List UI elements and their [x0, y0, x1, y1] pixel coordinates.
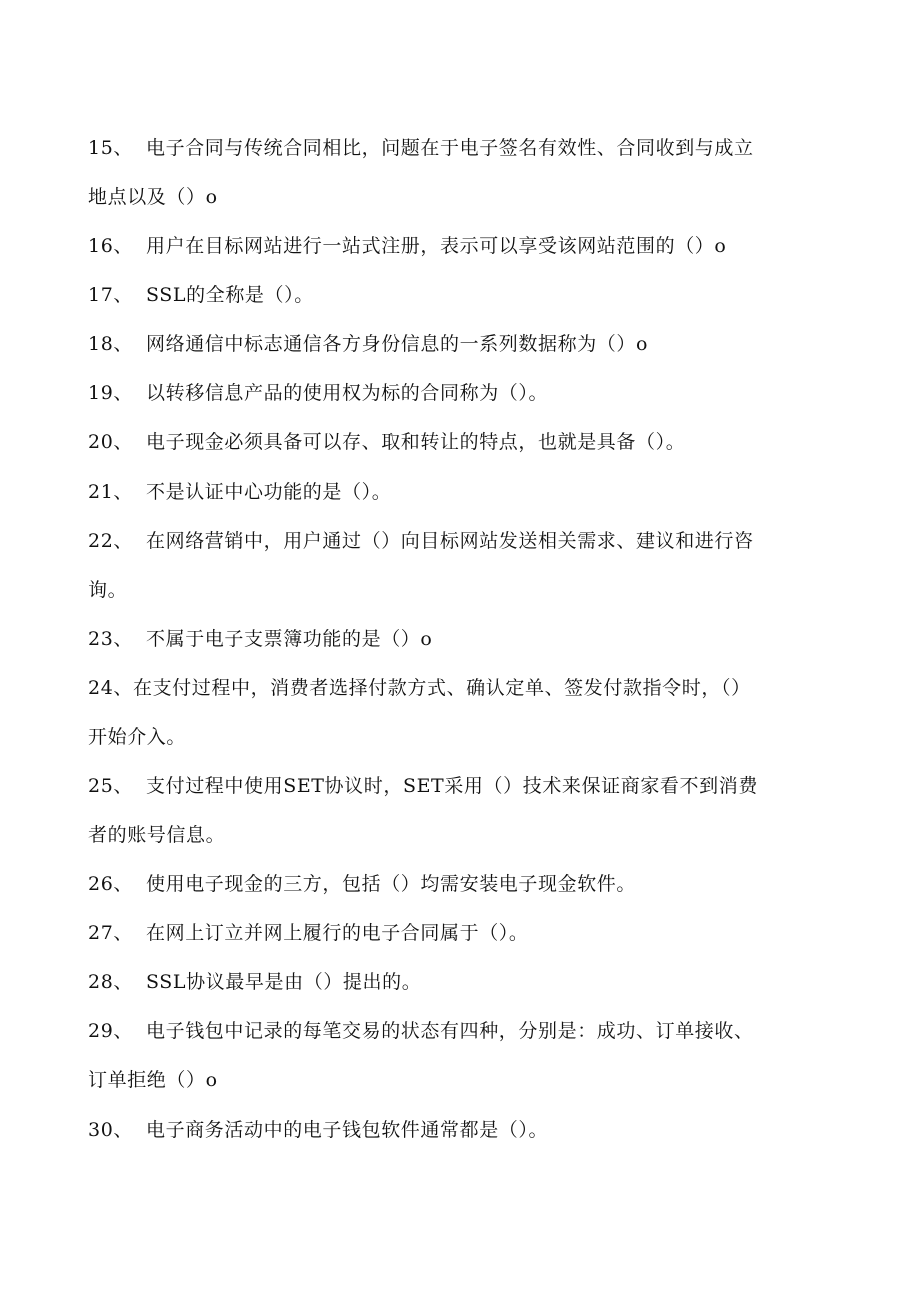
- question-19: [88, 381, 548, 405]
- question-text: 不是认证中心功能的是（）。: [146, 481, 392, 503]
- question-text: 不属于电子支票簿功能的是（）o: [146, 628, 433, 650]
- question-20: [88, 430, 685, 454]
- question-26: [88, 872, 636, 896]
- question-text: 支付过程中使用SET协议时，SET采用（）技术来保证商家看不到消费: [146, 775, 758, 797]
- question-text: 在支付过程中，消费者选择付款方式、确认定单、签发付款指令时，（）: [132, 677, 751, 699]
- question-number: 29、: [88, 1020, 133, 1042]
- question-text: 询。: [88, 579, 128, 601]
- question-text: 以转移信息产品的使用权为标的合同称为（）。: [146, 382, 549, 404]
- question-21: [88, 480, 391, 504]
- question-text: 电子合同与传统合同相比，问题在于电子签名有效性、合同收到与成立: [146, 137, 754, 159]
- question-number: 15、: [88, 137, 133, 159]
- question-number: 28、: [88, 971, 133, 993]
- question-number: 20、: [88, 431, 133, 453]
- question-22-continuation: [88, 578, 127, 602]
- question-number: 27、: [88, 922, 133, 944]
- question-16: [88, 234, 726, 258]
- question-number: 22、: [88, 530, 133, 552]
- question-24: [88, 676, 751, 700]
- question-number: 26、: [88, 873, 133, 895]
- question-15-continuation: [88, 185, 218, 209]
- question-text: 网络通信中标志通信各方身份信息的一系列数据称为（）o: [146, 333, 649, 355]
- question-24-continuation: [88, 725, 186, 749]
- question-text: 用户在目标网站进行一站式注册，表示可以享受该网站范围的（）o: [146, 235, 727, 257]
- question-25-continuation: [88, 823, 225, 847]
- question-number: 18、: [88, 333, 133, 355]
- question-text: 地点以及（）o: [88, 186, 218, 208]
- question-number: 16、: [88, 235, 133, 257]
- question-number: 30、: [88, 1119, 133, 1141]
- question-text: 在网上订立并网上履行的电子合同属于（）。: [146, 922, 529, 944]
- question-text: 者的账号信息。: [88, 824, 226, 846]
- question-text: 开始介入。: [88, 726, 187, 748]
- question-text: 电子商务活动中的电子钱包软件通常都是（）。: [146, 1119, 549, 1141]
- question-number: 17、: [88, 284, 133, 306]
- question-text: 使用电子现金的三方，包括（）均需安装电子现金软件。: [146, 873, 637, 895]
- question-text: 电子现金必须具备可以存、取和转让的特点，也就是具备（）。: [146, 431, 686, 453]
- question-30: [88, 1118, 548, 1142]
- question-text: 订单拒绝（）o: [88, 1069, 218, 1091]
- question-number: 23、: [88, 628, 133, 650]
- question-28: [88, 970, 421, 994]
- question-text: 电子钱包中记录的每笔交易的状态有四种，分别是：成功、订单接收、: [146, 1020, 754, 1042]
- question-25: [88, 774, 758, 798]
- question-22: [88, 529, 754, 553]
- question-15: [88, 136, 754, 160]
- question-27: [88, 921, 529, 945]
- question-text: SSL的全称是（）。: [146, 284, 314, 306]
- question-number: 19、: [88, 382, 133, 404]
- question-number: 21、: [88, 481, 133, 503]
- question-18: [88, 332, 648, 356]
- question-23: [88, 627, 432, 651]
- question-number: 24、: [88, 677, 133, 699]
- question-29-continuation: [88, 1068, 218, 1092]
- question-text: 在网络营销中，用户通过（）向目标网站发送相关需求、建议和进行咨: [146, 530, 754, 552]
- question-number: 25、: [88, 775, 133, 797]
- question-29: [88, 1019, 754, 1043]
- question-text: SSL协议最早是由（）提出的。: [146, 971, 422, 993]
- question-17: [88, 283, 314, 307]
